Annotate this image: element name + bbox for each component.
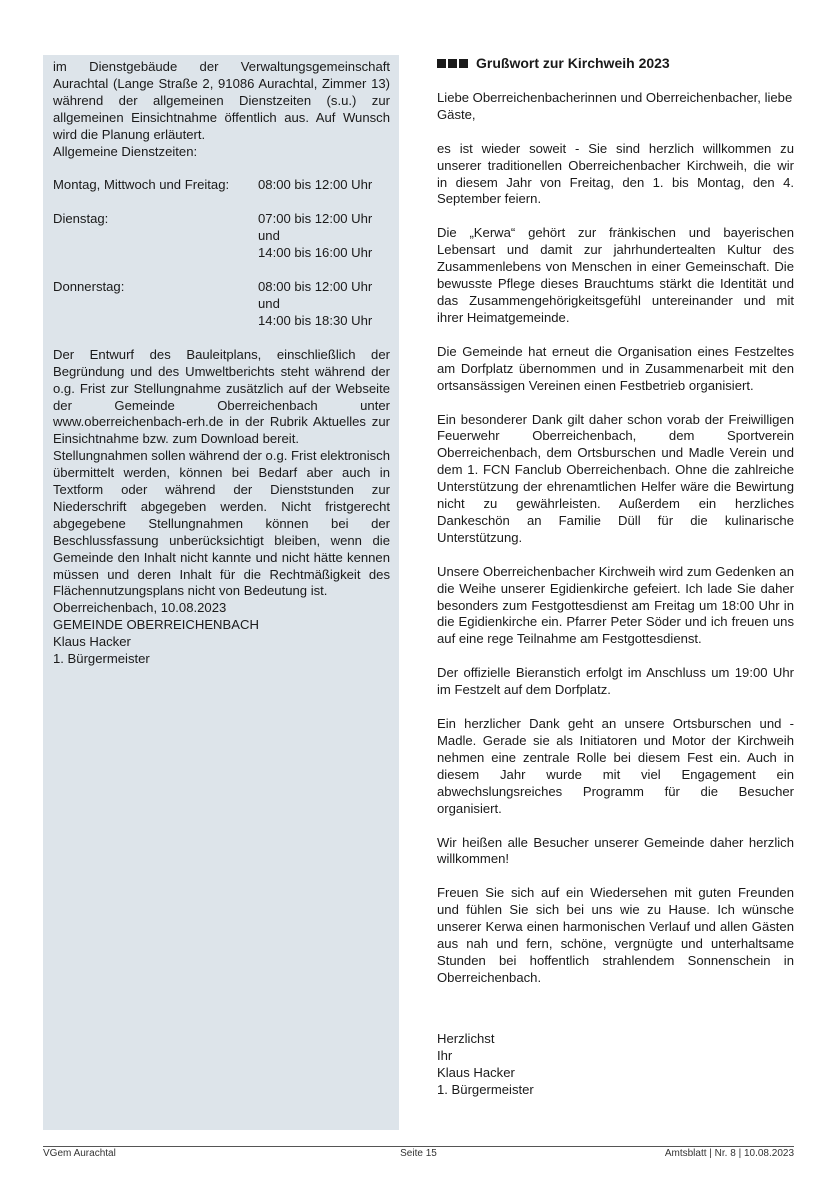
hours-row bbox=[53, 279, 390, 330]
hours-day: Montag, Mittwoch und Freitag: bbox=[53, 177, 230, 193]
greeting-paragraph: Unsere Oberreichenbacher Kirchweih wird zum Gedenken an die Weihe unserer Egidienkirche gefeiert. Ich lade Sie daher besonders zum Festgottesdienst am Freitag um 18:00 Uhr in die Egidienkirche ein. Pfarrer Peter Söder und ich freuen uns auf eine rege Teilnahme am Festgottesdienst. bbox=[437, 563, 794, 647]
hours-row bbox=[53, 177, 390, 194]
greeting-paragraph: Die Gemeinde hat erneut die Organisation eines Festzeltes am Dorfplatz übernommen und in Zusammenarbeit mit den ortsansässigen Vereinen einen Festbetrieb organisiert. bbox=[437, 343, 794, 393]
hours-day: Donnerstag: bbox=[53, 279, 125, 295]
signer-title: 1. Bürgermeister bbox=[53, 651, 150, 667]
greeting-title bbox=[437, 55, 794, 72]
organization-name: GEMEINDE OBERREICHENBACH bbox=[53, 617, 259, 633]
page-footer bbox=[43, 1148, 794, 1159]
hours-time: 08:00 bis 12:00 Uhr bbox=[258, 177, 373, 193]
hours-time: 07:00 bis 12:00 Uhr und 14:00 bis 16:00 Uhr bbox=[258, 211, 373, 261]
greeting-paragraph: es ist wieder soweit - Sie sind herzlich willkommen zu unserer traditionellen Oberreichenbacher Kirchweih, die wir in diesem Jahr von Freitag, den 1. bis Montag, den 4. September feiern. bbox=[437, 140, 794, 207]
greeting-paragraph: Ein herzlicher Dank geht an unsere Ortsburschen und -Madle. Gerade sie als Initiatoren und Motor der Kirchweih nehmen eine zentrale Rolle bei diesem Fest ein. Auch in diesem Jahr wurde mit viel Engagement ein abwechslungsreiches Programm für die Besucher organisiert. bbox=[437, 716, 794, 816]
closing-text: Herzlichst bbox=[437, 1030, 495, 1046]
greeting-paragraph: Wir heißen alle Besucher unserer Gemeinde daher herzlich willkommen! bbox=[437, 834, 794, 867]
greeting-paragraph: Der offizielle Bieranstich erfolgt im Anschluss um 19:00 Uhr im Festzelt auf dem Dorfplatz. bbox=[437, 665, 794, 698]
intro-paragraph: im Dienstgebäude der Verwaltungsgemeinschaft Aurachtal (Lange Straße 2, 91086 Aurachtal, Zimmer 13) während der allgemeinen Dienstzeiten (s.u.) zur allgemeinen Einsichtnahme öffentlich aus. Auf Wunsch wird die Planung erläutert. bbox=[53, 59, 390, 142]
greeting-signoff bbox=[437, 1031, 794, 1099]
announcement-column bbox=[43, 55, 399, 1130]
hours-heading: Allgemeine Dienstzeiten: bbox=[53, 143, 198, 159]
greeting-paragraph: Die „Kerwa“ gehört zur fränkischen und bayerischen Lebensart und damit zur jahrhundertealten Kultur des Zusammenlebens von Menschen in einer Gemeinschaft. Die bewusste Pflege dieses Brauchtums stärkt die Identität und das Zusammengehörigkeitsgefühl untereinander und mit ihrer Heimatgemeinde. bbox=[437, 225, 794, 325]
greeting-paragraph: Ein besonderer Dank gilt daher schon vorab der Freiwilligen Feuerwehr Oberreichenbach, dem Sportverein Oberreichenbach, dem Ortsburschen und Madle Verein und dem 1. FCN Fanclub Oberreichenbach. Ohne die zahlreiche Unterstützung der ehrenamtlichen Helfer wäre die Bewirtung nicht zu gewährleisten. Außerdem ein herzliches Dankeschön an Familie Düll für die kulinarische Unterstützung. bbox=[437, 411, 794, 545]
footer-divider bbox=[43, 1146, 794, 1147]
place-date: Oberreichenbach, 10.08.2023 bbox=[53, 600, 227, 616]
signer-title: 1. Bürgermeister bbox=[437, 1081, 534, 1097]
greeting-paragraph: Liebe Oberreichenbacherinnen und Oberreichenbacher, liebe Gäste, bbox=[437, 89, 793, 122]
footer-publisher: VGem Aurachtal bbox=[43, 1148, 116, 1159]
office-hours bbox=[53, 177, 390, 329]
signer-name: Klaus Hacker bbox=[437, 1064, 515, 1080]
footer-issue: Amtsblatt | Nr. 8 | 10.08.2023 bbox=[664, 1148, 794, 1159]
greeting-column bbox=[437, 55, 794, 1098]
hours-time: 08:00 bis 12:00 Uhr und 14:00 bis 18:30 Uhr bbox=[258, 279, 373, 328]
hours-day: Dienstag: bbox=[53, 211, 109, 227]
statements-paragraph: Stellungnahmen sollen während der o.g. Frist elektronisch übermittelt werden, können bei Bedarf aber auch in Textform oder während der Dienststunden zur Niederschrift abgegeben werden. Nicht fristgerecht abgegebene Stellungnahmen können bei der Beschlussfassung unberücksichtigt bleiben, wenn die Gemeinde den Inhalt nicht kannte und nicht hätte kennen müssen und deren Inhalt für die Rechtmäßigkeit des Flächennutzungsplans nicht von Bedeutung ist. bbox=[53, 448, 390, 599]
signer-name: Klaus Hacker bbox=[53, 634, 131, 650]
square-bullets-icon bbox=[437, 59, 468, 68]
greeting-paragraph: Freuen Sie sich auf ein Wiedersehen mit guten Freunden und fühlen Sie sich bei uns wie zu Hause. Ich wünsche unserer Kerwa einen harmonischen Verlauf und allen Gästen aus nah und fern, schöne, vergnügte und unterhaltsame Stunden bei hoffentlich strahlendem Sonnenschein in Oberreichenbach. bbox=[437, 885, 794, 985]
closing-text-2: Ihr bbox=[437, 1047, 453, 1063]
hours-row bbox=[53, 211, 390, 262]
page-number: Seite 15 bbox=[400, 1148, 437, 1159]
greeting-title-text: Grußwort zur Kirchweih 2023 bbox=[476, 55, 670, 71]
download-paragraph: Der Entwurf des Bauleitplans, einschließlich der Begründung und des Umweltberichts steht während der o.g. Frist zur Stellungnahme zusätzlich auf der Webseite der Gemeinde Oberreichenbach unter www.oberreichenbach-erh.de in der Rubrik Aktuelles zur Einsichtnahme bzw. zum Download bereit. bbox=[53, 346, 390, 447]
